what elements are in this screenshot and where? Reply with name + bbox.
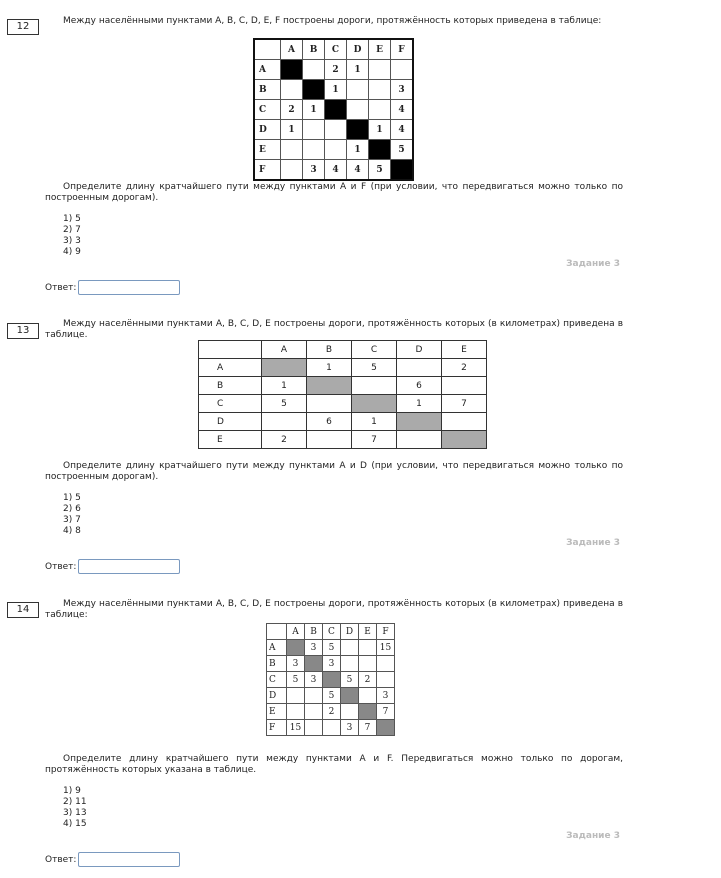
table-cell: 5	[341, 672, 359, 688]
table-cell: 2	[281, 100, 303, 120]
column-header: B	[305, 624, 323, 640]
answer-label: Ответ:	[45, 283, 77, 293]
table-row	[267, 656, 395, 672]
table-cell	[305, 704, 323, 720]
table-cell: 3	[323, 656, 341, 672]
column-header: D	[347, 39, 369, 60]
diagonal-cell	[281, 60, 303, 80]
table-cell: 6	[397, 377, 442, 395]
column-header: B	[307, 341, 352, 359]
option: 1) 5	[63, 493, 81, 503]
column-header: E	[442, 341, 487, 359]
diagonal-cell	[359, 704, 377, 720]
table-cell	[325, 120, 347, 140]
table-cell	[347, 100, 369, 120]
option: 1) 5	[63, 214, 81, 224]
row-header: A	[199, 359, 262, 377]
column-header: F	[391, 39, 414, 60]
column-header: C	[352, 341, 397, 359]
table-cell: 15	[377, 640, 395, 656]
diagonal-cell	[287, 640, 305, 656]
row-header: C	[267, 672, 287, 688]
table-cell: 1	[347, 140, 369, 160]
diagonal-cell	[377, 720, 395, 736]
table-cell: 1	[347, 60, 369, 80]
row-header: B	[199, 377, 262, 395]
option: 3) 13	[63, 808, 87, 818]
row-header: E	[254, 140, 281, 160]
table-cell	[359, 656, 377, 672]
table-cell: 1	[325, 80, 347, 100]
table-cell	[303, 120, 325, 140]
table-cell	[347, 80, 369, 100]
row-header: F	[267, 720, 287, 736]
table-header-row	[254, 39, 413, 60]
table-cell: 3	[303, 160, 325, 181]
table-cell	[369, 100, 391, 120]
row-header: A	[254, 60, 281, 80]
table-cell: 7	[377, 704, 395, 720]
table-cell: 4	[325, 160, 347, 181]
answer-label: Ответ:	[45, 855, 77, 865]
table-cell	[303, 140, 325, 160]
column-header	[254, 39, 281, 60]
row-header: B	[254, 80, 281, 100]
table-cell: 2	[359, 672, 377, 688]
task-question: Определите длину кратчайшего пути между пунктами A и F. Передвигаться можно только по дорогам, протяжённость которых указана в таблице.	[45, 754, 623, 775]
table-row	[254, 80, 413, 100]
task-intro: Между населёнными пунктами A, B, C, D, E, F построены дороги, протяжённость которых приведена в таблице:	[63, 16, 602, 26]
table-cell	[377, 656, 395, 672]
table-cell	[442, 377, 487, 395]
table-cell: 3	[377, 688, 395, 704]
table-cell: 1	[307, 359, 352, 377]
diagonal-cell	[323, 672, 341, 688]
table-cell	[341, 656, 359, 672]
row-header: D	[254, 120, 281, 140]
row-header: D	[267, 688, 287, 704]
table-cell	[281, 160, 303, 181]
table-cell	[303, 60, 325, 80]
table-cell: 1	[397, 395, 442, 413]
table-cell	[397, 431, 442, 449]
table-cell	[305, 688, 323, 704]
column-header: E	[359, 624, 377, 640]
table-cell	[307, 431, 352, 449]
table-cell	[442, 413, 487, 431]
task-number: 12	[7, 19, 39, 35]
table-cell: 6	[307, 413, 352, 431]
table-row	[267, 704, 395, 720]
table-cell	[287, 688, 305, 704]
column-header: D	[341, 624, 359, 640]
table-cell: 1	[281, 120, 303, 140]
answer-label: Ответ:	[45, 562, 77, 572]
table-cell	[359, 640, 377, 656]
column-header: E	[369, 39, 391, 60]
table-row	[254, 140, 413, 160]
column-header: B	[303, 39, 325, 60]
table-cell	[323, 720, 341, 736]
diagonal-cell	[303, 80, 325, 100]
table-cell: 1	[303, 100, 325, 120]
table-cell	[359, 688, 377, 704]
task-intro: Между населёнными пунктами A, B, C, D, E построены дороги, протяжённость которых (в километрах) приведена в таблице.	[45, 319, 623, 340]
answer-input[interactable]	[78, 559, 180, 574]
table-cell	[305, 720, 323, 736]
zadanie-label: Задание 3	[566, 538, 620, 548]
table-row	[199, 431, 487, 449]
diagonal-cell	[369, 140, 391, 160]
table-cell	[369, 80, 391, 100]
table-cell: 1	[262, 377, 307, 395]
table-cell: 3	[305, 640, 323, 656]
row-header: F	[254, 160, 281, 181]
table-row	[199, 359, 487, 377]
table-cell: 4	[347, 160, 369, 181]
table-cell	[377, 672, 395, 688]
row-header: C	[199, 395, 262, 413]
answer-options	[63, 493, 81, 537]
table-cell: 3	[287, 656, 305, 672]
option: 4) 15	[63, 819, 87, 829]
option: 2) 11	[63, 797, 87, 807]
table-header-row	[199, 341, 487, 359]
table-row	[199, 413, 487, 431]
table-cell	[369, 60, 391, 80]
table-cell	[262, 413, 307, 431]
row-header: E	[267, 704, 287, 720]
table-cell: 5	[262, 395, 307, 413]
column-header	[267, 624, 287, 640]
diagonal-cell	[397, 413, 442, 431]
table-cell: 3	[341, 720, 359, 736]
table-cell: 5	[287, 672, 305, 688]
table-cell	[281, 140, 303, 160]
column-header: D	[397, 341, 442, 359]
table-cell	[287, 704, 305, 720]
diagonal-cell	[305, 656, 323, 672]
table-cell: 4	[391, 100, 414, 120]
table-cell: 1	[352, 413, 397, 431]
table-cell: 7	[442, 395, 487, 413]
task-number: 14	[7, 602, 39, 618]
table-row	[267, 720, 395, 736]
table-cell: 2	[442, 359, 487, 377]
diagonal-cell	[352, 395, 397, 413]
table-cell	[325, 140, 347, 160]
task-question: Определите длину кратчайшего пути между пунктами A и F (при условии, что передвигаться можно только по построенным дорогам).	[45, 182, 623, 203]
task-number: 13	[7, 323, 39, 339]
table-cell: 7	[359, 720, 377, 736]
table-row	[254, 160, 413, 181]
row-header: D	[199, 413, 262, 431]
row-header: A	[267, 640, 287, 656]
diagonal-cell	[325, 100, 347, 120]
table-row	[254, 100, 413, 120]
option: 2) 6	[63, 504, 81, 514]
column-header: A	[287, 624, 305, 640]
table-row	[267, 672, 395, 688]
table-row	[267, 640, 395, 656]
table-cell: 7	[352, 431, 397, 449]
distance-table	[253, 38, 414, 181]
option: 4) 8	[63, 526, 81, 536]
option: 2) 7	[63, 225, 81, 235]
table-cell: 3	[305, 672, 323, 688]
zadanie-label: Задание 3	[566, 259, 620, 269]
table-cell: 5	[352, 359, 397, 377]
table-cell: 1	[369, 120, 391, 140]
table-row	[254, 60, 413, 80]
diagonal-cell	[391, 160, 414, 181]
option: 3) 7	[63, 515, 81, 525]
table-cell	[341, 704, 359, 720]
table-cell: 5	[391, 140, 414, 160]
column-header: C	[325, 39, 347, 60]
option: 4) 9	[63, 247, 81, 257]
table-cell: 2	[262, 431, 307, 449]
zadanie-label: Задание 3	[566, 831, 620, 841]
row-header: C	[254, 100, 281, 120]
row-header: E	[199, 431, 262, 449]
table-cell	[352, 377, 397, 395]
diagonal-cell	[262, 359, 307, 377]
diagonal-cell	[347, 120, 369, 140]
column-header	[199, 341, 262, 359]
diagonal-cell	[307, 377, 352, 395]
table-cell	[391, 60, 414, 80]
table-cell: 5	[323, 688, 341, 704]
answer-input[interactable]	[78, 280, 180, 295]
table-cell	[307, 395, 352, 413]
table-cell: 5	[369, 160, 391, 181]
table-row	[199, 377, 487, 395]
task-question: Определите длину кратчайшего пути между пунктами A и D (при условии, что передвигаться можно только по построенным дорогам).	[45, 461, 623, 482]
row-header: B	[267, 656, 287, 672]
table-row	[267, 688, 395, 704]
table-header-row	[267, 624, 395, 640]
table-cell: 5	[323, 640, 341, 656]
answer-input[interactable]	[78, 852, 180, 867]
table-cell	[341, 640, 359, 656]
option: 3) 3	[63, 236, 81, 246]
table-cell: 4	[391, 120, 414, 140]
diagonal-cell	[341, 688, 359, 704]
column-header: A	[281, 39, 303, 60]
task-intro: Между населёнными пунктами A, B, C, D, E построены дороги, протяжённость которых (в километрах) приведена в таблице:	[45, 599, 623, 620]
table-cell	[281, 80, 303, 100]
table-row	[254, 120, 413, 140]
table-cell: 2	[325, 60, 347, 80]
distance-table	[266, 623, 395, 736]
table-cell: 15	[287, 720, 305, 736]
answer-options	[63, 214, 81, 258]
column-header: A	[262, 341, 307, 359]
answer-options	[63, 786, 87, 830]
column-header: C	[323, 624, 341, 640]
table-cell: 3	[391, 80, 414, 100]
column-header: F	[377, 624, 395, 640]
table-cell: 2	[323, 704, 341, 720]
diagonal-cell	[442, 431, 487, 449]
table-row	[199, 395, 487, 413]
table-cell	[397, 359, 442, 377]
option: 1) 9	[63, 786, 81, 796]
distance-table	[198, 340, 487, 449]
